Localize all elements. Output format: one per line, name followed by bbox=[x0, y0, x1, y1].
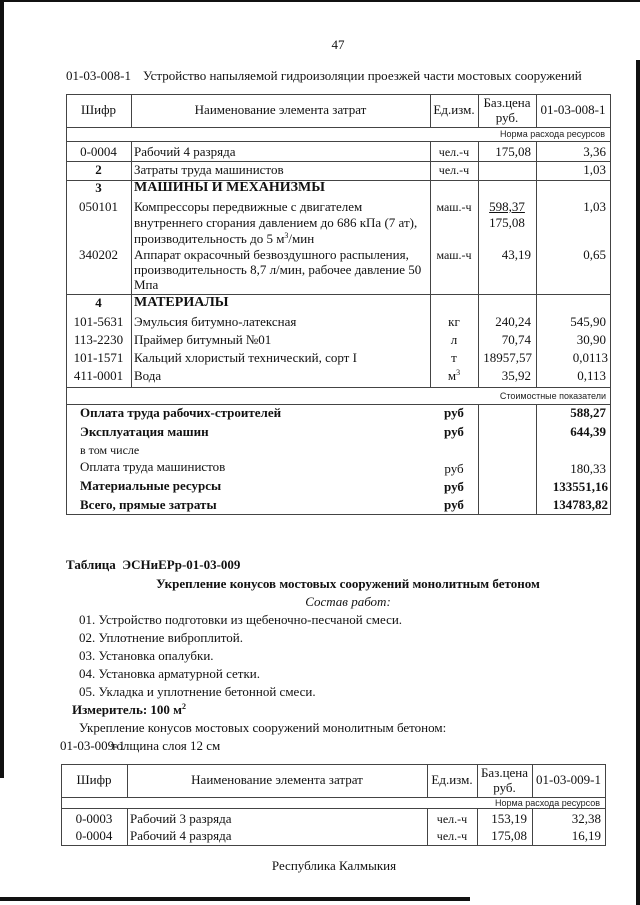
cell-unit: т bbox=[451, 350, 457, 365]
section2-intro: Укрепление конусов мостовых сооружений монолитным бетоном: bbox=[79, 720, 447, 735]
name-text: производительность до 5 м bbox=[134, 231, 285, 246]
scan-edge-top bbox=[0, 0, 640, 2]
cell-unit: л bbox=[450, 332, 458, 347]
cell-price: 175,08 bbox=[491, 828, 527, 843]
table-label: Таблица ЭСНиЕРр-01-03-009 bbox=[66, 557, 241, 572]
cell-price: 35,92 bbox=[501, 368, 531, 383]
cell-value: 16,19 bbox=[571, 828, 601, 843]
summary-name: Эксплуатация машин bbox=[80, 424, 209, 439]
summary-value: 134783,82 bbox=[552, 497, 608, 512]
cell-name: Рабочий 3 разряда bbox=[130, 811, 232, 826]
cell-unit: чел.-ч bbox=[438, 163, 470, 177]
cell-name-line: Компрессоры передвижные с двигателем bbox=[134, 199, 363, 214]
cell-price: 70,74 bbox=[501, 332, 531, 347]
cell-name: Эмульсия битумно-латексная bbox=[134, 314, 297, 329]
table1-hline bbox=[66, 141, 611, 142]
cell-price: 153,19 bbox=[491, 811, 527, 826]
scan-edge-bottom bbox=[0, 897, 470, 901]
table1-vline bbox=[131, 141, 132, 387]
header-code: Шифр bbox=[76, 772, 112, 787]
cell-name-line bbox=[134, 231, 314, 247]
cell-code: 050101 bbox=[79, 199, 118, 214]
group-title: МАТЕРИАЛЫ bbox=[134, 295, 229, 310]
cell-code: 411-0001 bbox=[73, 368, 124, 383]
group-number: 3 bbox=[95, 180, 102, 195]
cell-value: 32,38 bbox=[571, 811, 601, 826]
summary-unit: руб bbox=[444, 405, 464, 420]
cell-unit: маш.-ч bbox=[436, 200, 472, 214]
cell-code: 340202 bbox=[79, 247, 118, 262]
summary-value: 588,27 bbox=[570, 405, 606, 420]
header-unit: Ед.изм. bbox=[433, 102, 475, 117]
summary-unit: руб bbox=[444, 479, 464, 494]
summary-unit: руб bbox=[444, 424, 464, 439]
cell-price: 43,19 bbox=[501, 247, 531, 262]
superscript: 3 bbox=[284, 231, 289, 240]
group-number: 4 bbox=[95, 295, 102, 310]
table2-vline bbox=[127, 808, 128, 845]
cell-name: Рабочий 4 разряда bbox=[134, 144, 236, 159]
cell-price: 18957,57 bbox=[483, 350, 532, 365]
price-value: 598,37 bbox=[489, 199, 525, 214]
work-item: 02. Уплотнение виброплитой. bbox=[79, 630, 244, 645]
section1-title: Устройство напыляемой гидроизоляции проезжей части мостовых сооружений bbox=[143, 68, 582, 83]
summary-unit: руб bbox=[444, 461, 464, 476]
table1-hline bbox=[66, 387, 611, 388]
cell-name-line: Мпа bbox=[134, 277, 159, 292]
work-item: 05. Укладка и уплотнение бетонной смеси. bbox=[79, 684, 316, 699]
cell-unit: чел.-ч bbox=[436, 812, 468, 826]
cell-code: 0-0004 bbox=[75, 828, 113, 843]
cell-price: 240,24 bbox=[495, 314, 531, 329]
cell-unit: кг bbox=[448, 314, 460, 329]
cell-value: 545,90 bbox=[570, 314, 606, 329]
name-text: /мин bbox=[288, 231, 315, 246]
cell-value: 0,113 bbox=[577, 368, 606, 383]
summary-name: Материальные ресурсы bbox=[80, 478, 222, 493]
cell-price: 175,08 bbox=[495, 144, 531, 159]
summary-value: 180,33 bbox=[570, 461, 606, 476]
cell-unit: маш.-ч bbox=[436, 248, 472, 262]
summary-name: Оплата труда рабочих-строителей bbox=[80, 405, 282, 420]
meter-label bbox=[72, 702, 186, 718]
header-price-currency: руб. bbox=[495, 110, 519, 125]
work-item: 03. Установка опалубки. bbox=[79, 648, 214, 663]
header-price-currency: руб. bbox=[493, 780, 516, 795]
section2-code: 01-03-009-1 bbox=[60, 738, 125, 753]
cell-code: 101-1571 bbox=[73, 350, 124, 365]
summary-value: 644,39 bbox=[570, 424, 606, 439]
cell-value: 3,36 bbox=[583, 144, 606, 159]
cell-unit: чел.-ч bbox=[438, 145, 470, 159]
cell-code: 101-5631 bbox=[73, 314, 124, 329]
cell-price bbox=[478, 199, 536, 215]
section2-variant: толщина слоя 12 см bbox=[111, 738, 221, 753]
cell-value: 0,0113 bbox=[572, 350, 608, 365]
section1-code: 01-03-008-1 bbox=[66, 68, 131, 83]
cell-value: 1,03 bbox=[583, 199, 606, 214]
cell-name-line: Аппарат окрасочный безвоздушного распыления, bbox=[134, 247, 409, 262]
header-name: Наименование элемента затрат bbox=[194, 102, 367, 117]
header-price: Баз.цена bbox=[480, 765, 529, 780]
scan-edge-right bbox=[636, 60, 640, 905]
cell-name: Кальций хлористый технический, сорт I bbox=[134, 350, 357, 365]
section2-heading: Укрепление конусов мостовых сооружений монолитным бетоном bbox=[156, 576, 540, 591]
cell-code: 2 bbox=[95, 162, 102, 177]
work-item: 01. Устройство подготовки из щебеночно-песчаной смеси. bbox=[79, 612, 403, 627]
cell-unit: чел.-ч bbox=[436, 829, 468, 843]
cell-value: 1,03 bbox=[583, 162, 606, 177]
header-name: Наименование элемента затрат bbox=[191, 772, 363, 787]
superscript: 2 bbox=[182, 702, 187, 711]
cost-indicators-label: Стоимостные показатели bbox=[499, 391, 606, 401]
group-title: МАШИНЫ И МЕХАНИЗМЫ bbox=[134, 180, 326, 195]
work-item: 04. Установка арматурной сетки. bbox=[79, 666, 260, 681]
summary-unit: руб bbox=[444, 497, 464, 512]
page-footer: Республика Калмыкия bbox=[271, 858, 397, 873]
cell-code: 113-2230 bbox=[73, 332, 124, 347]
cell-value: 30,90 bbox=[576, 332, 606, 347]
cell-value: 0,65 bbox=[583, 247, 606, 262]
summary-name: Всего, прямые затраты bbox=[80, 497, 217, 512]
cell-code: 0-0003 bbox=[75, 811, 113, 826]
cell-name-line: производительность 8,7 л/мин, рабочее давление 50 bbox=[134, 262, 422, 277]
header-norm-code: 01-03-009-1 bbox=[536, 772, 601, 787]
page-number: 47 bbox=[331, 37, 345, 52]
summary-name: в том числе bbox=[80, 443, 140, 457]
cell-name: Рабочий 4 разряда bbox=[130, 828, 232, 843]
summary-name: Оплата труда машинистов bbox=[80, 459, 226, 474]
cell-name: Затраты труда машинистов bbox=[134, 162, 284, 177]
cell-unit bbox=[430, 368, 478, 384]
cell-name: Праймер битумный №01 bbox=[134, 332, 272, 347]
header-code: Шифр bbox=[81, 102, 116, 117]
norm-label: Норма расхода ресурсов bbox=[495, 798, 600, 808]
cell-code: 0-0004 bbox=[80, 144, 117, 159]
norm-label: Норма расхода ресурсов bbox=[500, 129, 605, 139]
cell-name: Вода bbox=[134, 368, 162, 383]
cell-price-sub: 175,08 bbox=[489, 215, 525, 230]
header-price: Баз.цена bbox=[483, 95, 531, 110]
cell-name-line: внутреннего сгорания давлением до 686 кПа (7 ат), bbox=[134, 215, 418, 230]
superscript: 3 bbox=[456, 368, 461, 377]
meter-text: Измеритель: 100 м bbox=[72, 702, 183, 717]
unit-text: м bbox=[447, 368, 457, 383]
summary-value: 133551,16 bbox=[552, 479, 608, 494]
header-unit: Ед.изм. bbox=[431, 772, 473, 787]
works-label: Состав работ: bbox=[305, 594, 391, 609]
table1-vline bbox=[478, 404, 479, 514]
scan-edge-left bbox=[0, 0, 4, 778]
header-norm-code: 01-03-008-1 bbox=[540, 102, 606, 117]
